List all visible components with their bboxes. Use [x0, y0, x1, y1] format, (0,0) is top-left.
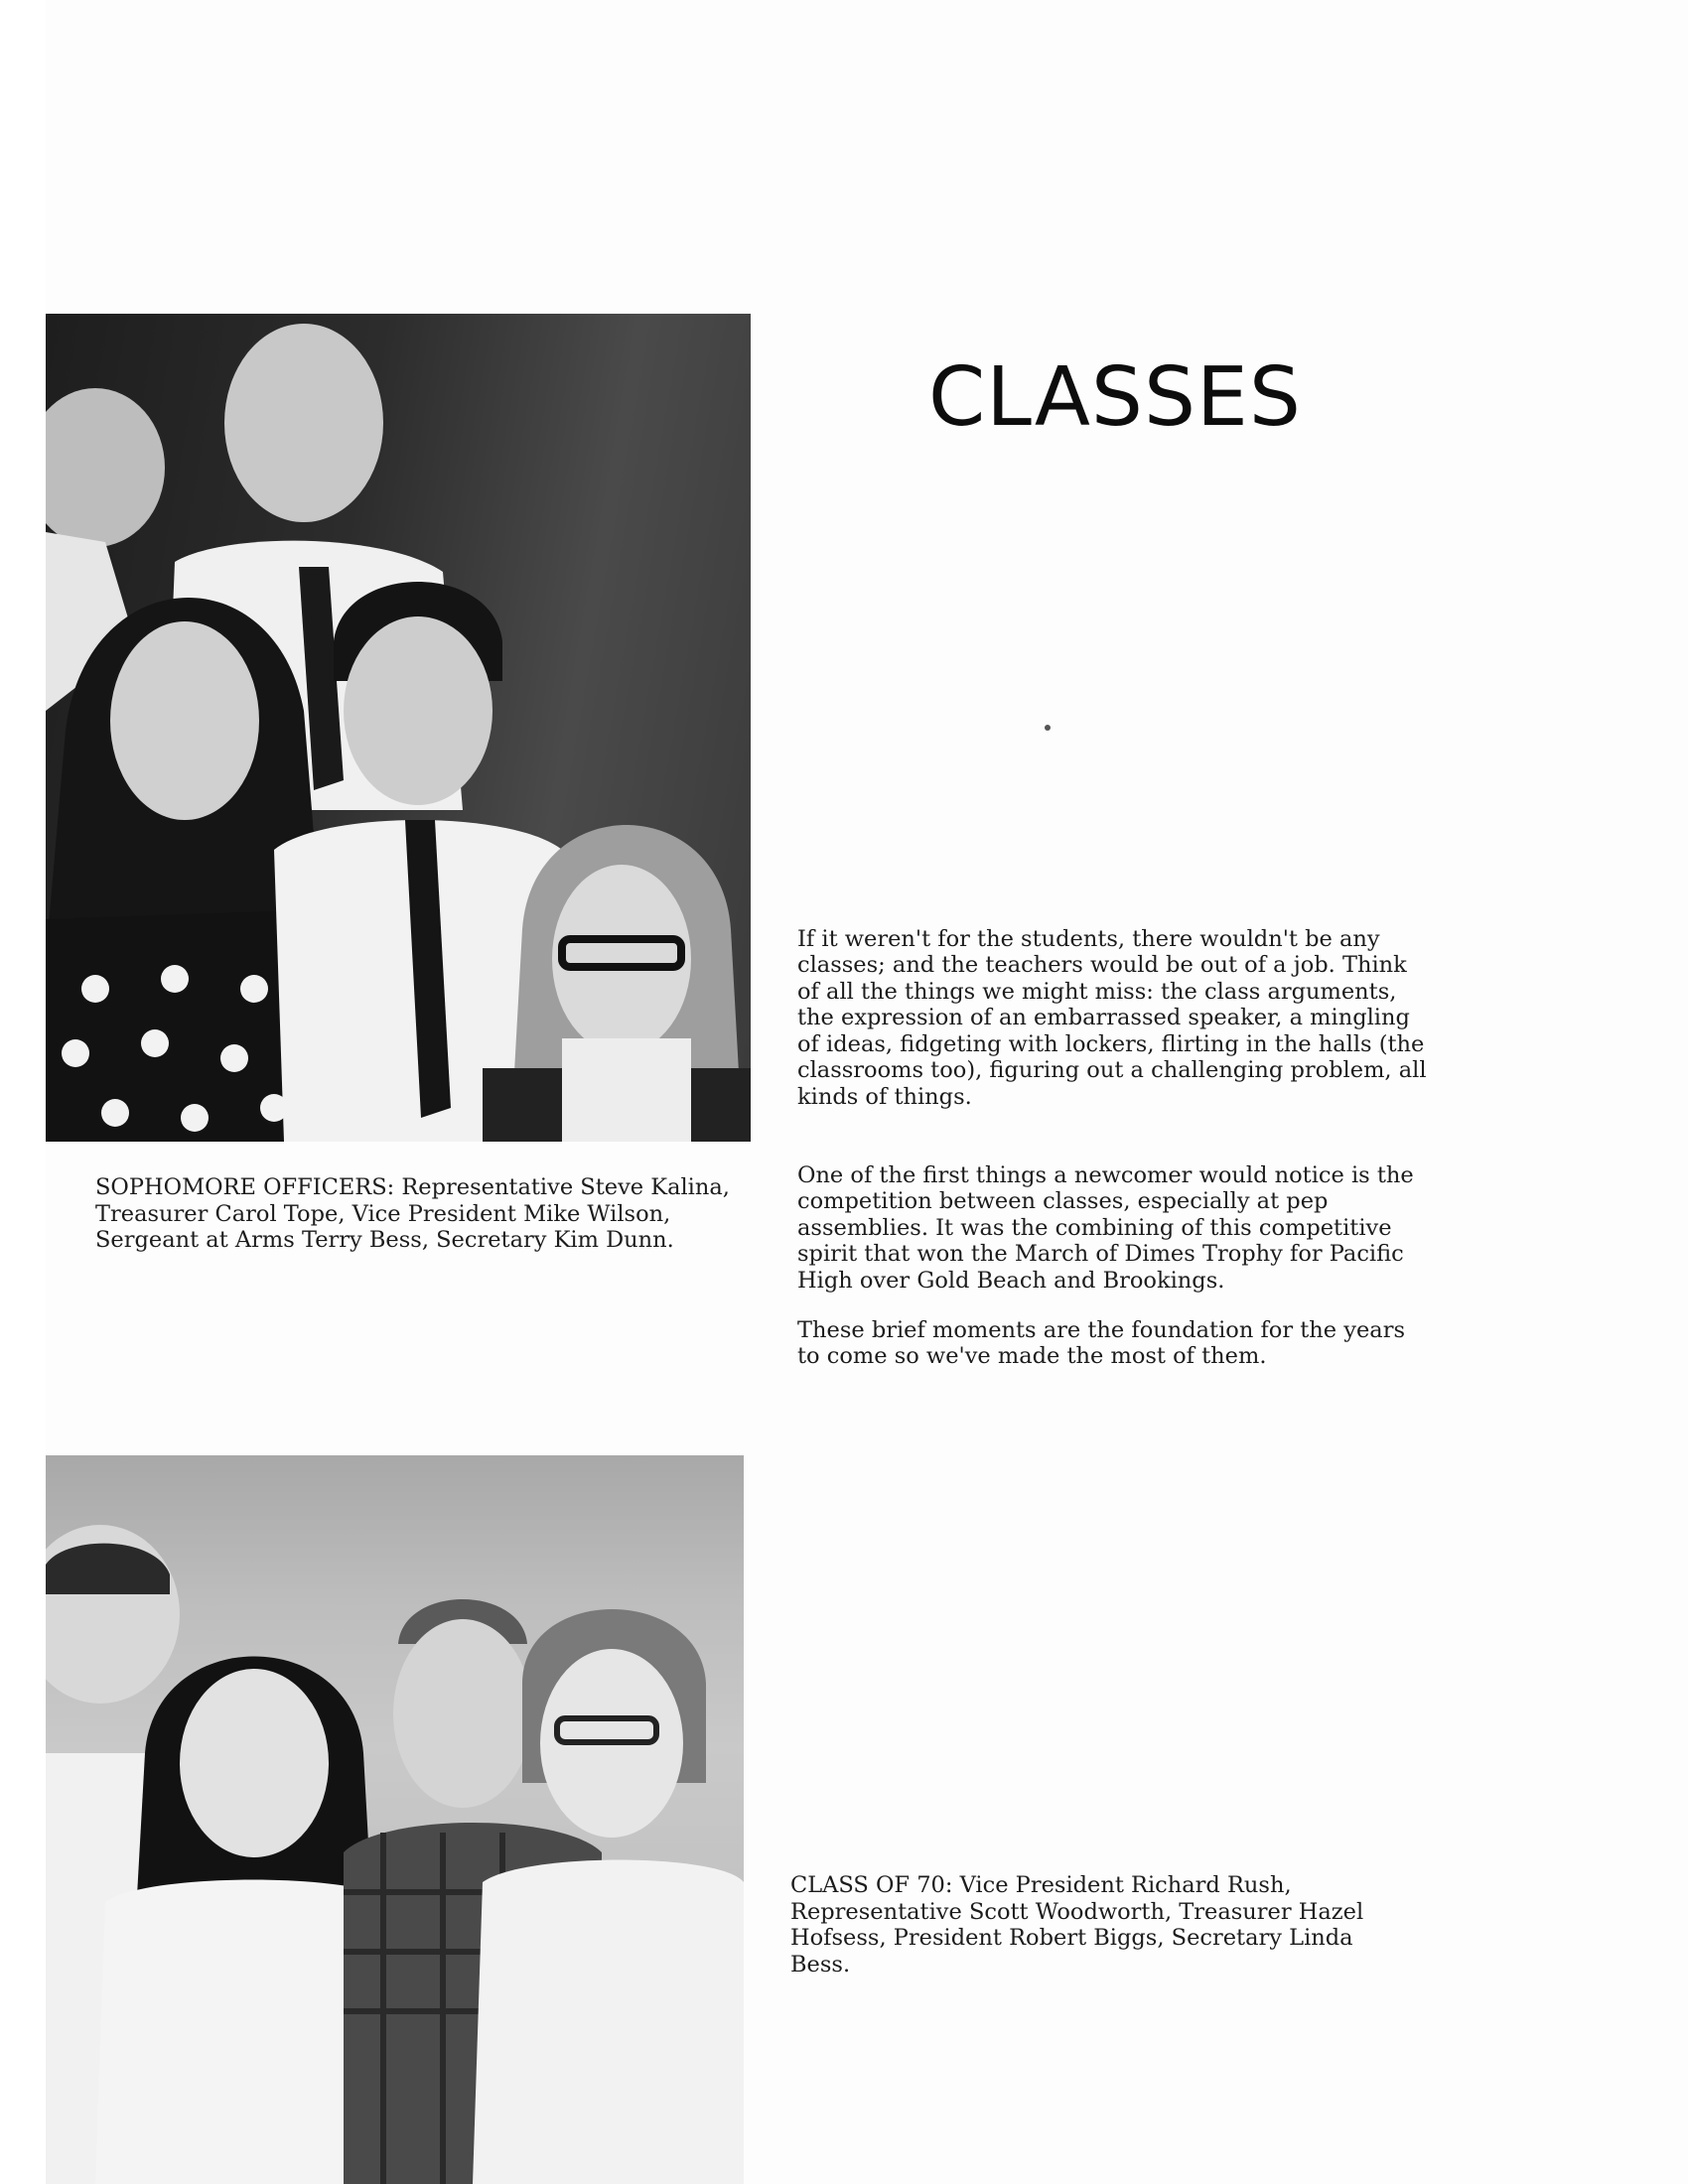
person-head	[180, 1669, 329, 1857]
person-head	[110, 621, 259, 820]
print-speck	[1045, 725, 1051, 731]
person-head	[224, 324, 383, 522]
class-of-70-illustration	[46, 1455, 744, 2184]
page-title: CLASSES	[928, 349, 1302, 445]
intro-paragraph: If it weren't for the students, there wouldn't be any classes; and the teachers would be out of a job. Think of all the things we might miss: the class arguments, the expression of an embarrassed speaker, a mingling of ideas, fidgeting with lockers, flirting in the halls (the classrooms too), figuring out a challenging problem, all kinds of things.	[797, 925, 1427, 1110]
sophomore-officers-caption: SOPHOMORE OFFICERS: Representative Steve Kalina, Treasurer Carol Tope, Vice President Mike Wilson, Sergeant at Arms Terry Bess, Secretary Kim Dunn.	[95, 1174, 730, 1253]
closing-paragraph: These brief moments are the foundation for the years to come so we've made the most of them.	[797, 1316, 1406, 1369]
sophomore-officers-photo	[46, 314, 751, 1142]
class-of-70-caption: CLASS OF 70: Vice President Richard Rush, Representative Scott Woodworth, Treasurer Hazel Hofsess, President Robert Biggs, Secretary Linda Bess.	[790, 1872, 1364, 1978]
competition-paragraph: One of the first things a newcomer would notice is the competition between classes, especially at pep assemblies. It was the combining of this competitive spirit that won the March of Dimes Trophy for Pacific High over Gold Beach and Brookings.	[797, 1161, 1414, 1294]
sophomore-officers-illustration	[46, 314, 751, 1142]
person-head	[552, 865, 691, 1053]
page-margin	[0, 0, 46, 2184]
person-turtleneck	[562, 1038, 691, 1142]
person-head	[344, 616, 492, 805]
person-head	[393, 1619, 532, 1808]
class-of-70-photo	[46, 1455, 744, 2184]
person-head	[46, 388, 165, 547]
person-blouse	[473, 1860, 744, 2184]
